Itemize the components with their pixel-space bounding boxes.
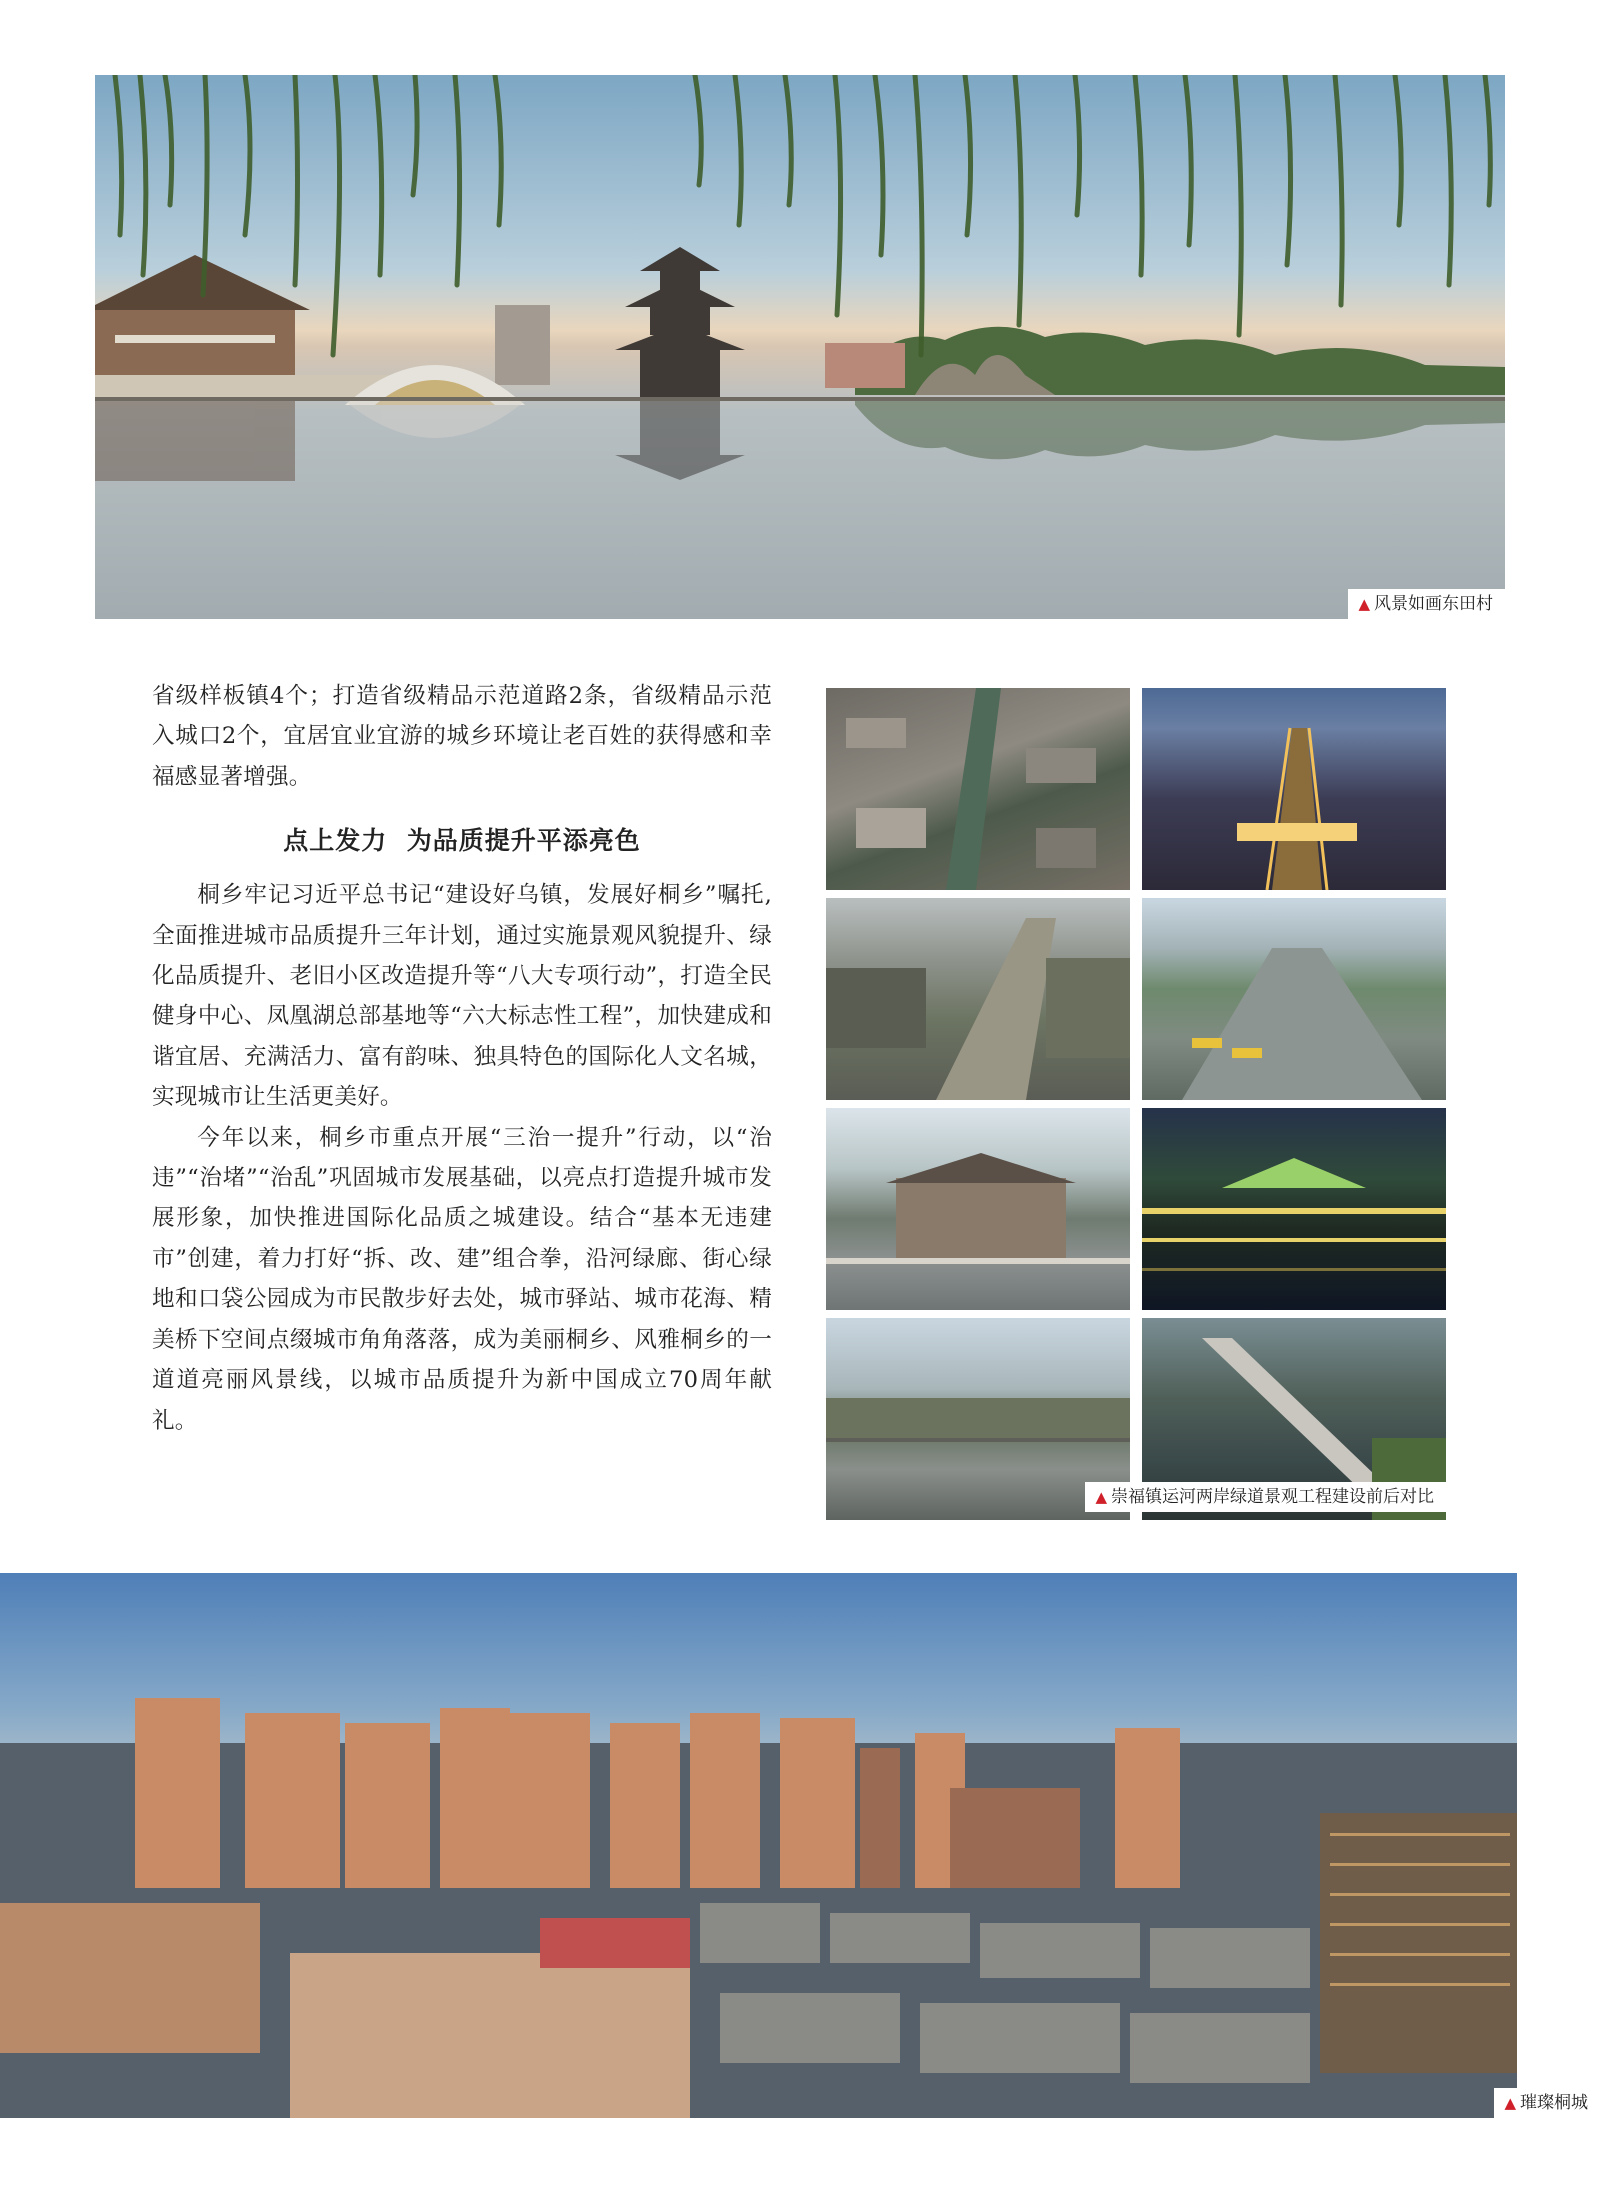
top-landscape-photo [95,75,1505,619]
triangle-marker-icon: ▲ [1504,2094,1516,2112]
bottom-photo-caption [1494,2088,1600,2118]
night-pavilion-scene [1142,1108,1446,1310]
canal-photo-dragon-boats [1142,898,1446,1100]
top-photo-caption [1348,589,1505,619]
section-subheading: 点上发力 为品质提升平添亮色 [283,826,641,856]
construction-scene [826,1108,1130,1310]
canal-photo-river-bank [826,1318,1130,1520]
canal-photo-aerial-night [1142,688,1446,890]
canal-comparison-photo-grid [826,688,1446,1512]
village-lake-scene [95,75,1505,619]
canal-photo-construction [826,1108,1130,1310]
canal-photo-night-pavilion [1142,1108,1446,1310]
canal-aerial-scene [826,688,1130,890]
grid-photo-caption-text: 崇福镇运河两岸绿道景观工程建设前后对比 [1111,1487,1434,1507]
dragon-boat-scene [1142,898,1446,1100]
article-paragraph: 省级样板镇4个；打造省级精品示范道路2条，省级精品示范入城口2个，宜居宜业宜游的城乡环境让老百姓的获得感和幸福感显著增强。 [152,683,772,790]
canal-photo-aerial-before [826,688,1130,890]
city-skyline-scene [0,1573,1517,2118]
article-paragraph: 桐乡牢记习近平总书记“建设好乌镇，发展好桐乡”嘱托,全面推进城市品质提升三年计划，通过实施景观风貌提升、绿化品质提升、老旧小区改造提升等“八大专项行动”，打造全民健身中心、凤凰湖总部基地等“六大标志性工程”，加快建成和谐宜居、充满活力、富有韵味、独具特色的国际化人文名城，实现城市让生活更美好。 [152,882,772,1111]
river-before-scene [826,898,1130,1100]
canal-night-scene [1142,688,1446,890]
grid-photo-caption [1085,1482,1446,1512]
article-body [152,676,772,1441]
top-photo-caption-text: 风景如画东田村 [1374,594,1493,614]
canal-photo-river-before [826,898,1130,1100]
triangle-marker-icon: ▲ [1095,1488,1107,1506]
article-paragraph: 今年以来，桐乡市重点开展“三治一提升”行动，以“治违”“治堵”“治乱”巩固城市发展基础，以亮点打造提升城市发展形象，加快推进国际化品质之城建设。结合“基本无违建市”创建，着力打好“拆、改、建”组合拳，沿河绿廊、街心绿地和口袋公园成为市民散步好去处，城市驿站、城市花海、精美桥下空间点缀城市角角落落，成为美丽桐乡、风雅桐乡的一道道亮丽风景线，以城市品质提升为新中国成立70周年献礼。 [152,1124,772,1434]
triangle-marker-icon: ▲ [1358,595,1370,613]
bottom-cityscape-photo [0,1573,1517,2118]
river-bank-scene [826,1318,1130,1520]
bottom-photo-caption-text: 璀璨桐城 [1520,2093,1588,2113]
